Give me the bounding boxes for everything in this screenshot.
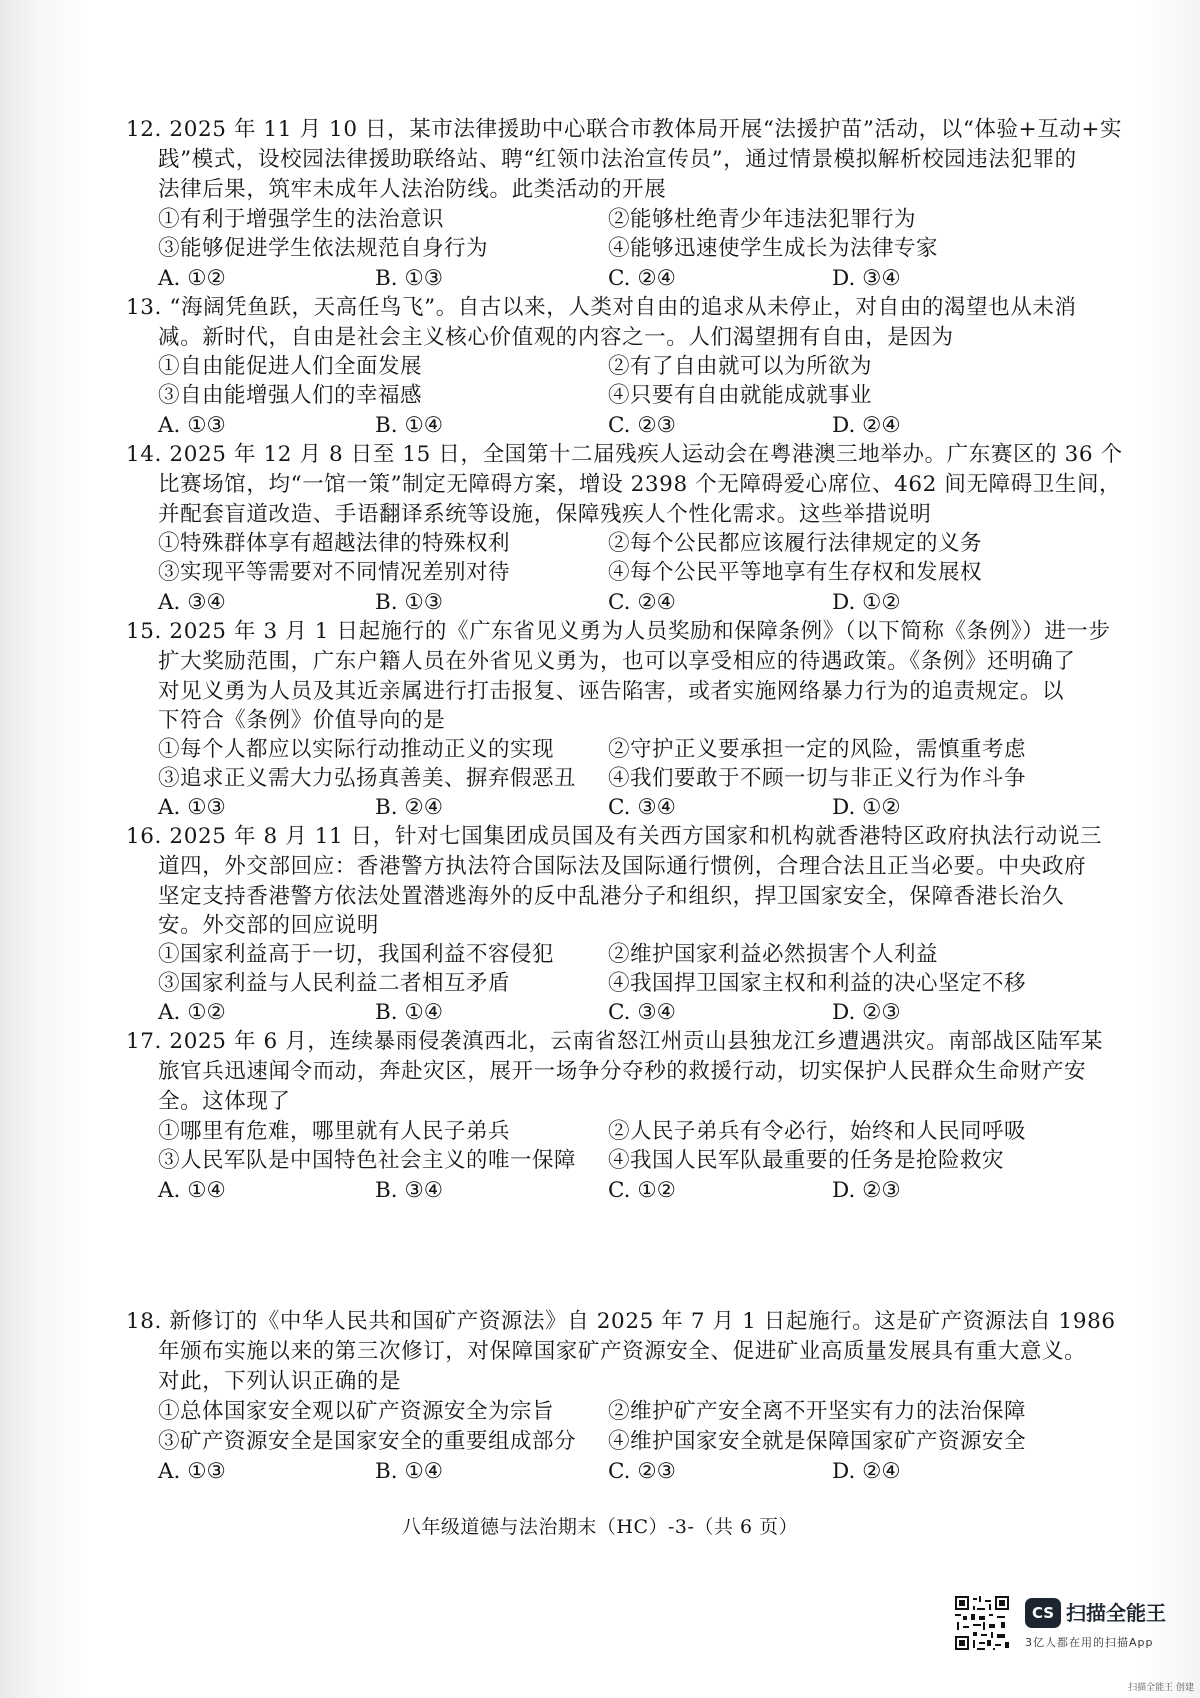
answer-choice: A. ③④ [158,590,226,615]
option-statement: ②人民子弟兵有令必行，始终和人民同呼吸 [608,1119,1027,1144]
option-statement: ①特殊群体享有超越法律的特殊权利 [158,531,511,556]
question-stem-line: 比赛场馆，均“一馆一策”制定无障碍方案，增设 2398 个无障碍爱心席位、462 间无障碍卫生间， [158,472,1122,497]
answer-choice: A. ①② [158,1000,226,1025]
brand-slogan: 3亿人都在用的扫描App [1025,1636,1154,1649]
option-statement: ④每个公民平等地享有生存权和发展权 [608,560,983,585]
scan-watermark: 扫描全能王 创建 [1128,1683,1194,1693]
camscanner-logo-icon: CS [1025,1598,1061,1628]
answer-choice: A. ①② [158,266,226,291]
option-statement: ④维护国家安全就是保障国家矿产资源安全 [608,1429,1027,1454]
answer-choice: A. ①③ [158,413,226,438]
question-stem-line: 15. 2025 年 3 月 1 日起施行的《广东省见义勇为人员奖励和保障条例》（以下简称《条例》）进一步 [126,619,1111,644]
option-statement: ①有利于增强学生的法治意识 [158,207,445,232]
option-statement: ③矿产资源安全是国家安全的重要组成部分 [158,1429,577,1454]
option-statement: ①每个人都应以实际行动推动正义的实现 [158,737,555,762]
option-statement: ③自由能增强人们的幸福感 [158,383,423,408]
answer-choice: C. ③④ [608,1000,676,1025]
question-stem-line: 14. 2025 年 12 月 8 日至 15 日，全国第十二届残疾人运动会在粤港澳三地举办。广东赛区的 36 个 [126,442,1123,467]
question-stem-line: 践”模式，设校园法律援助联络站、聘“红领巾法治宣传员”，通过情景模拟解析校园违法犯罪的 [158,147,1077,172]
option-statement: ③国家利益与人民利益二者相互矛盾 [158,971,511,996]
option-statement: ②守护正义要承担一定的风险，需慎重考虑 [608,737,1027,762]
answer-choice: C. ②④ [608,590,676,615]
answer-choice: B. ②④ [375,795,444,820]
question-stem-line: 减。新时代，自由是社会主义核心价值观的内容之一。人们渴望拥有自由，是因为 [158,325,954,350]
question-stem-line: 全。这体现了 [158,1089,291,1114]
answer-choice: B. ③④ [375,1178,444,1203]
answer-choice: D. ②③ [832,1000,901,1025]
answer-choice: B. ①③ [375,590,444,615]
question-stem-line: 16. 2025 年 8 月 11 日，针对七国集团成员国及有关西方国家和机构就香港特区政府执法行动说三 [126,824,1103,849]
option-statement: ④我国人民军队最重要的任务是抢险救灾 [608,1148,1005,1173]
option-statement: ②有了自由就可以为所欲为 [608,354,873,379]
answer-choice: D. ①② [832,795,901,820]
answer-choice: D. ②③ [832,1178,901,1203]
question-stem-line: 法律后果，筑牢未成年人法治防线。此类活动的开展 [158,177,667,202]
page-footer: 八年级道德与法治期末（HC）-3-（共 6 页） [401,1516,799,1538]
question-stem-line: 对此，下列认识正确的是 [158,1369,402,1394]
option-statement: ②维护国家利益必然损害个人利益 [608,942,939,967]
question-stem-line: 13. “海阔凭鱼跃，天高任鸟飞”。自古以来，人类对自由的追求从未停止，对自由的渴望也从未消 [126,295,1077,320]
answer-choice: B. ①④ [375,413,444,438]
answer-choice: C. ②③ [608,1459,676,1484]
answer-choice: C. ①② [608,1178,676,1203]
question-stem-line: 下符合《条例》价值导向的是 [158,708,446,733]
scanner-badge [953,1594,1183,1660]
answer-choice: B. ①④ [375,1459,444,1484]
question-stem-line: 扩大奖励范围，广东户籍人员在外省见义勇为，也可以享受相应的待遇政策。《条例》还明确了 [158,649,1076,674]
answer-choice: B. ①③ [375,266,444,291]
option-statement: ②每个公民都应该履行法律规定的义务 [608,531,983,556]
option-statement: ①国家利益高于一切，我国利益不容侵犯 [158,942,555,967]
option-statement: ①总体国家安全观以矿产资源安全为宗旨 [158,1399,555,1424]
question-stem-line: 并配套盲道改造、手语翻译系统等设施，保障残疾人个性化需求。这些举措说明 [158,502,932,527]
question-stem-line: 年颁布实施以来的第三次修订，对保障国家矿产资源安全、促进矿业高质量发展具有重大意义。 [158,1339,1087,1364]
question-stem-line: 安。外交部的回应说明 [158,913,380,938]
question-stem-line: 18. 新修订的《中华人民共和国矿产资源法》自 2025 年 7 月 1 日起施行。这是矿产资源法自 1986 [126,1309,1116,1334]
answer-choice: D. ③④ [832,266,901,291]
answer-choice: D. ②④ [832,1459,901,1484]
question-stem-line: 道四，外交部回应：香港警方执法符合国际法及国际通行惯例，合理合法且正当必要。中央政府 [158,854,1087,879]
answer-choice: C. ③④ [608,795,676,820]
answer-choice: B. ①④ [375,1000,444,1025]
question-stem-line: 旅官兵迅速闻令而动，奔赴灾区，展开一场争分夺秒的救援行动，切实保护人民群众生命财产安 [158,1059,1087,1084]
option-statement: ①哪里有危难，哪里就有人民子弟兵 [158,1119,511,1144]
option-statement: ③能够促进学生依法规范自身行为 [158,236,489,261]
answer-choice: D. ①② [832,590,901,615]
option-statement: ④只要有自由就能成就事业 [608,383,873,408]
option-statement: ④能够迅速使学生成长为法律专家 [608,236,939,261]
question-stem-line: 17. 2025 年 6 月，连续暴雨侵袭滇西北，云南省怒江州贡山县独龙江乡遭遇洪灾。南部战区陆军某 [126,1029,1103,1054]
option-statement: ③追求正义需大力弘扬真善美、摒弃假恶丑 [158,766,577,791]
option-statement: ①自由能促进人们全面发展 [158,354,423,379]
option-statement: ④我国捍卫国家主权和利益的决心坚定不移 [608,971,1027,996]
qr-code-icon[interactable] [953,1594,1011,1652]
answer-choice: C. ②④ [608,266,676,291]
answer-choice: A. ①③ [158,1459,226,1484]
option-statement: ③实现平等需要对不同情况差别对待 [158,560,511,585]
brand-name: 扫描全能王 [1066,1601,1166,1625]
answer-choice: C. ②③ [608,413,676,438]
answer-choice: A. ①④ [158,1178,226,1203]
option-statement: ②能够杜绝青少年违法犯罪行为 [608,207,917,232]
option-statement: ③人民军队是中国特色社会主义的唯一保障 [158,1148,577,1173]
answer-choice: D. ②④ [832,413,901,438]
question-stem-line: 坚定支持香港警方依法处置潜逃海外的反中乱港分子和组织，捍卫国家安全，保障香港长治久 [158,884,1065,909]
option-statement: ④我们要敢于不顾一切与非正义行为作斗争 [608,766,1027,791]
answer-choice: A. ①③ [158,795,226,820]
option-statement: ②维护矿产安全离不开坚实有力的法治保障 [608,1399,1027,1424]
question-stem-line: 对见义勇为人员及其近亲属进行打击报复、诬告陷害，或者实施网络暴力行为的追责规定。以 [158,679,1065,704]
question-stem-line: 12. 2025 年 11 月 10 日，某市法律援助中心联合市教体局开展“法援护苗”活动，以“体验+互动+实 [126,117,1123,142]
